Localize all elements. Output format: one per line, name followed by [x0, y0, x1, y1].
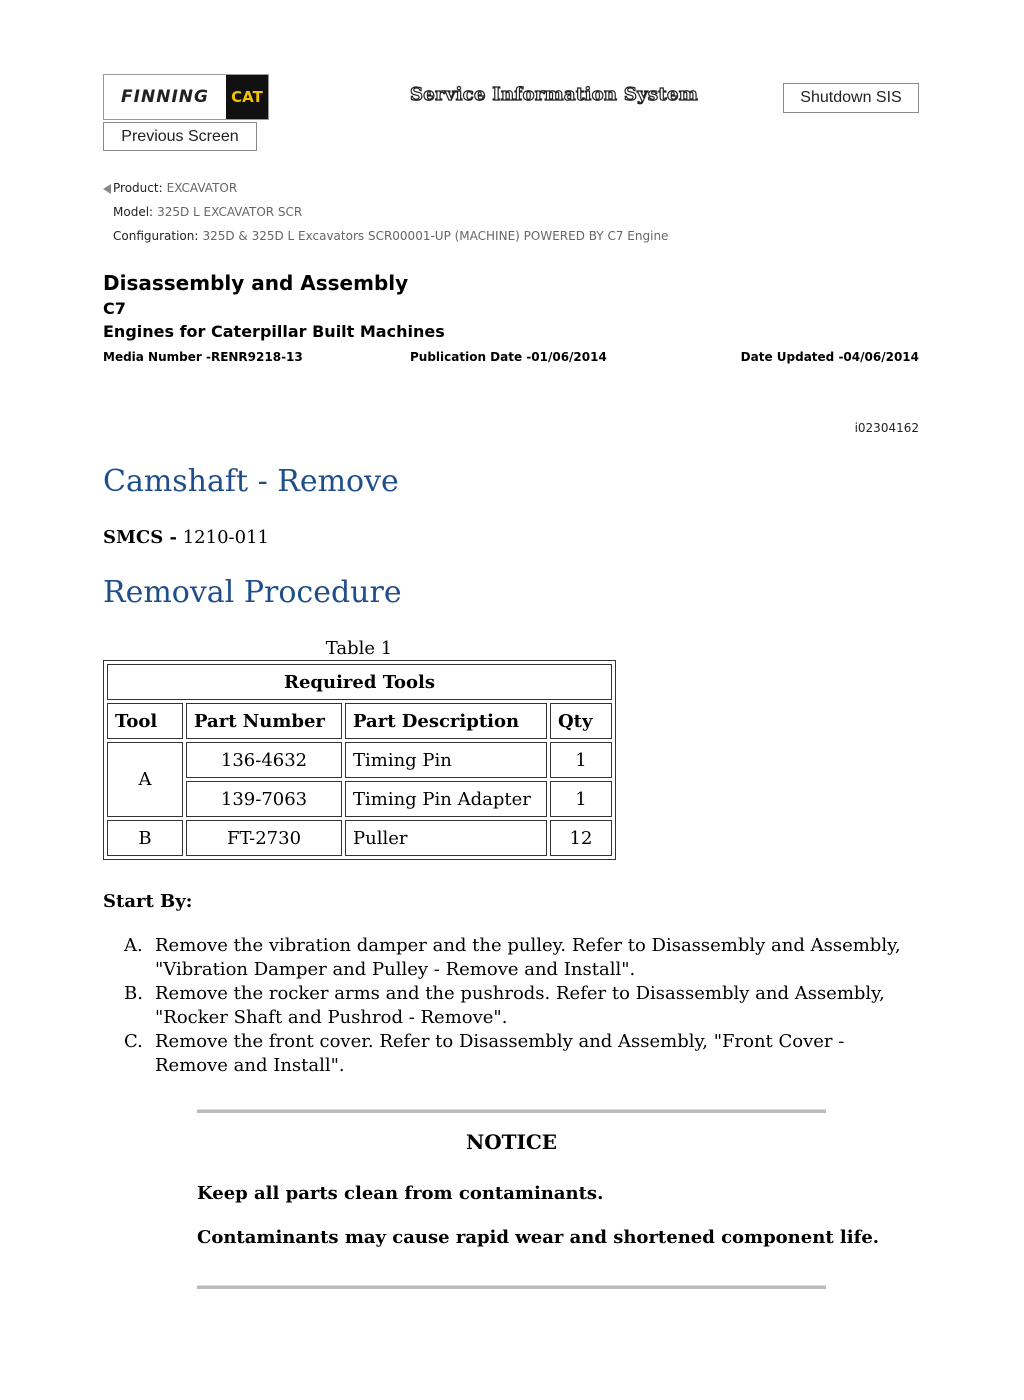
model-value: 325D L EXCAVATOR SCR — [157, 205, 303, 219]
column-header-part-number: Part Number — [186, 703, 342, 739]
cat-logo: CAT — [226, 75, 268, 119]
page-title: Camshaft - Remove — [103, 464, 399, 499]
configuration-line — [113, 229, 668, 243]
publication-date: Publication Date -01/06/2014 — [410, 350, 607, 364]
cell-part-number: 139-7063 — [186, 781, 342, 817]
notice-text-2: Contaminants may cause rapid wear and shortened component life. — [197, 1227, 880, 1248]
section-title: Removal Procedure — [103, 575, 402, 610]
notice-title: NOTICE — [465, 1130, 558, 1154]
product-value: EXCAVATOR — [166, 181, 238, 195]
table-caption: Table 1 — [325, 638, 393, 659]
notice-text-1: Keep all parts clean from contaminants. — [197, 1183, 604, 1204]
shutdown-sis-button[interactable]: Shutdown SIS — [783, 83, 919, 113]
cell-tool: A — [107, 742, 183, 817]
previous-screen-button[interactable]: Previous Screen — [103, 122, 257, 151]
list-item — [124, 982, 914, 1030]
document-subtitle: Engines for Caterpillar Built Machines — [103, 322, 445, 341]
start-by-steps — [124, 934, 914, 1078]
table-row — [107, 742, 612, 778]
product-label: Product: — [113, 181, 163, 195]
back-arrow-icon[interactable] — [103, 184, 111, 194]
configuration-value: 325D & 325D L Excavators SCR00001-UP (MACHINE) POWERED BY C7 Engine — [202, 229, 669, 243]
column-header-qty: Qty — [550, 703, 612, 739]
table-header: Required Tools — [107, 664, 612, 700]
start-by-label: Start By: — [103, 891, 193, 912]
cell-description: Puller — [345, 820, 547, 856]
product-line — [103, 181, 237, 195]
required-tools-table — [103, 660, 616, 860]
smcs-label: SMCS - — [103, 527, 177, 548]
step-label: A. — [124, 935, 143, 956]
cell-qty: 12 — [550, 820, 612, 856]
date-updated: Date Updated -04/06/2014 — [740, 350, 919, 364]
smcs-value: 1210-011 — [182, 527, 269, 548]
model-label: Model: — [113, 205, 154, 219]
engine-model: C7 — [103, 299, 126, 318]
finning-cat-logo — [103, 74, 269, 120]
system-title: Service Information System — [410, 84, 699, 105]
configuration-label: Configuration: — [113, 229, 199, 243]
table-row — [107, 820, 612, 856]
step-label: B. — [124, 983, 143, 1004]
step-text: Remove the vibration damper and the pulley. Refer to Disassembly and Assembly, "Vibration Damper and Pulley - Remove and Install". — [155, 935, 901, 980]
cell-part-number: 136-4632 — [186, 742, 342, 778]
document-category: Disassembly and Assembly — [103, 271, 409, 295]
smcs-code — [103, 527, 269, 548]
notice-bottom-divider — [197, 1285, 826, 1289]
step-label: C. — [124, 1031, 143, 1052]
column-header-part-description: Part Description — [345, 703, 547, 739]
list-item — [124, 934, 914, 982]
document-id: i02304162 — [854, 421, 919, 435]
list-item — [124, 1030, 914, 1078]
cell-tool: B — [107, 820, 183, 856]
cell-part-number: FT-2730 — [186, 820, 342, 856]
cell-description: Timing Pin Adapter — [345, 781, 547, 817]
media-number: Media Number -RENR9218-13 — [103, 350, 303, 364]
finning-logo-text: FINNING — [121, 87, 209, 107]
step-text: Remove the rocker arms and the pushrods. Refer to Disassembly and Assembly, "Rocker Shaft and Pushrod - Remove". — [155, 983, 885, 1028]
step-text: Remove the front cover. Refer to Disassembly and Assembly, "Front Cover - Remove and Install". — [155, 1031, 845, 1076]
column-header-tool: Tool — [107, 703, 183, 739]
cell-qty: 1 — [550, 781, 612, 817]
cell-qty: 1 — [550, 742, 612, 778]
cell-description: Timing Pin — [345, 742, 547, 778]
notice-top-divider — [197, 1109, 826, 1113]
model-line — [113, 205, 302, 219]
